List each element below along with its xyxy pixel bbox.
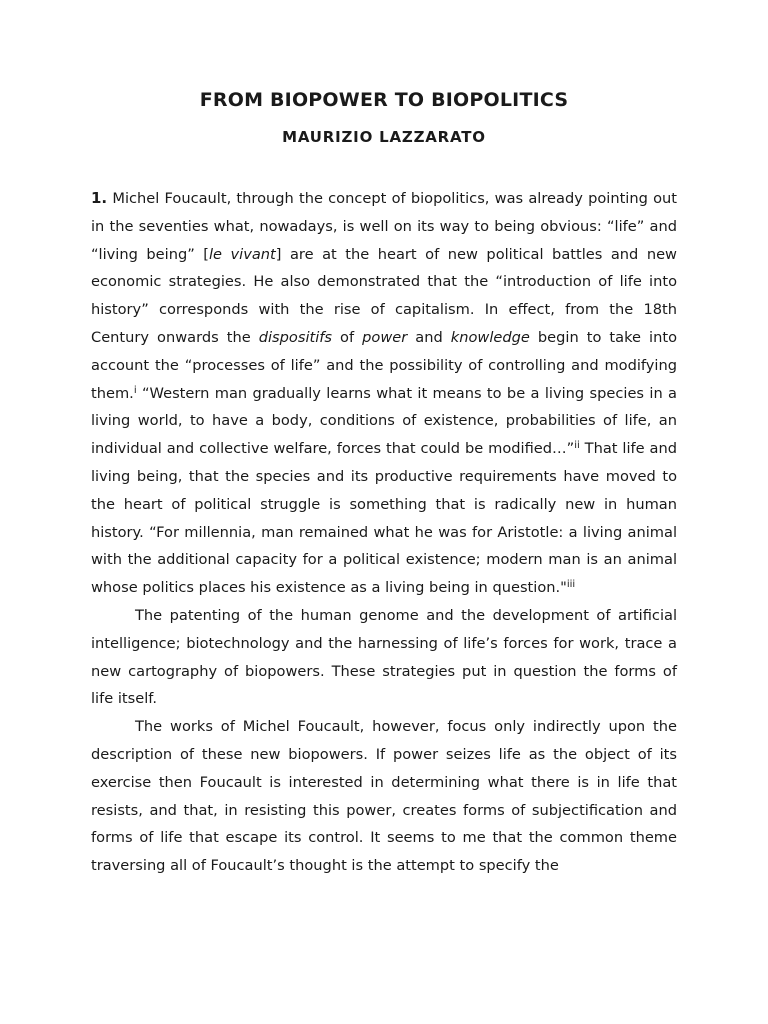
paragraph-1-text-a: Michel Foucault, through the concept of biopolitics, was already pointing out in the seventies what, nowadays, is well on its way to being obvious: “life” and “living being” [ — [91, 190, 677, 263]
document-body — [91, 185, 677, 880]
paragraph-1-italic-knowledge: knowledge — [450, 328, 530, 346]
paragraph-1 — [91, 185, 677, 602]
paragraph-1-text-f: “Western man gradually learns what it means to be a living species in a living world, to have a body, conditions of existence, probabilities of life, an individual and collective welfare, forces that could be modified…” — [91, 384, 677, 458]
document-author: MAURIZIO LAZZARATO — [282, 128, 486, 146]
paragraph-2: The patenting of the human genome and the development of artificial intelligence; biotechnology and the harnessing of life’s forces for work, trace a new cartography of biopowers. These strategies put in question the forms of life itself. — [91, 606, 677, 708]
paragraph-1-text-g: That life and living being, that the species and its productive requirements have moved to the heart of political struggle is something that is radically new in human history. “For millennia, man remained what he was for Aristotle: a living animal with the additional capacity for a political existence; modern man is an animal whose politics places his existence as a living being in question." — [91, 440, 677, 597]
paragraph-1-italic-power: power — [362, 328, 408, 346]
paragraph-1-text-d: and — [407, 328, 451, 346]
paragraph-1-italic-le-vivant: le vivant — [208, 245, 276, 263]
paragraph-1-text-e: begin to take into account the “processes of life” and the possibility of controlling and modifying them. — [91, 328, 677, 402]
footnote-marker-iii[interactable]: iii — [566, 579, 576, 591]
paragraph-3: The works of Michel Foucault, however, focus only indirectly upon the description of these new biopowers. If power seizes life as the object of its exercise then Foucault is interested in determining what there is in life that resists, and that, in resisting this power, creates forms of subjectification and forms of life that escape its control. It seems to me that the common theme traversing all of Foucault’s thought is the attempt to specify the — [91, 718, 677, 875]
footnote-marker-ii[interactable]: ii — [574, 440, 580, 452]
paragraph-1-text-c: of — [332, 328, 363, 346]
paragraph-1-italic-dispositifs: dispositifs — [258, 328, 333, 346]
paragraph-1-text-b: ] are at the heart of new political battles and new economic strategies. He also demonstrated that the “introduction of life into history” corresponds with the rise of capitalism. In effect, from the 18th Century onwards the — [91, 245, 677, 346]
section-number: 1. — [91, 189, 108, 207]
document-title: FROM BIOPOWER TO BIOPOLITICS — [199, 89, 569, 111]
footnote-marker-i[interactable]: i — [133, 384, 137, 396]
